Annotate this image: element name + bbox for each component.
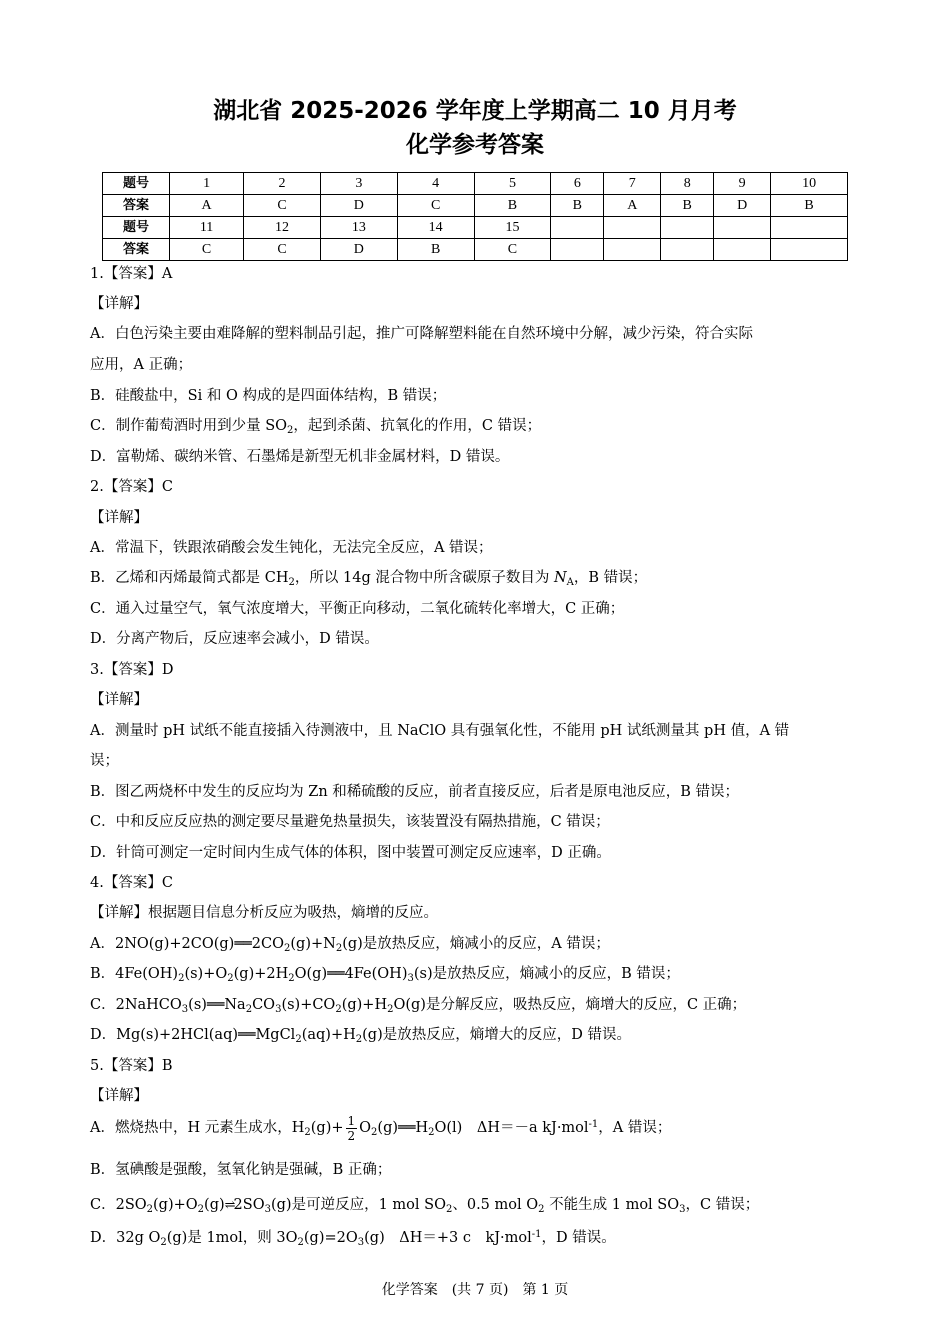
answer-cell	[551, 239, 604, 261]
q3-detail-label: 【详解】	[90, 692, 148, 708]
q3-option-d: D．针筒可测定一定时间内生成气体的体积，图中装置可测定反应速率，D 正确。	[90, 845, 611, 861]
q5-answer-head: 5.【答案】B	[90, 1058, 173, 1074]
answer-cell: D	[714, 195, 771, 217]
question-number-cell	[551, 217, 604, 239]
answer-cell: A	[604, 195, 661, 217]
q5-option-c: C．$2SO_2(g)+O_2(g)\rightleftharpoons 2SO_3(g)$是可逆反应，1 mol $SO_2$、0.5 mol $O_2$ 不能生成 1 mol $SO_3$，C 错误；	[90, 1197, 760, 1215]
answer-cell	[771, 239, 848, 261]
q4-option-a: A．$2NO(g)+2CO(g)══2CO_2(g)+N_2(g)$是放热反应，熵减小的反应，A 错误；	[90, 936, 610, 954]
fraction: $\frac{1}{2}$	[347, 1113, 356, 1143]
answer-cell: D	[320, 239, 397, 261]
question-number-cell: 7	[604, 173, 661, 195]
question-number-cell: 13	[320, 217, 397, 239]
page-footer: 化学答案 (共 7 页) 第 1 页	[381, 1282, 569, 1298]
q1-option-c: C．制作葡萄酒时用到少量 $SO_2$，起到杀菌、抗氧化的作用，C 错误；	[90, 418, 542, 436]
q2-option-b: B．乙烯和丙烯最简式都是 $CH_2$，所以 14g 混合物中所含碳原子数目为 $N_A$，B 错误；	[90, 570, 648, 588]
question-number-label: 题号	[103, 173, 170, 195]
question-number-cell: 5	[474, 173, 551, 195]
q2-answer-head: 2.【答案】C	[90, 479, 173, 495]
answer-cell: C	[170, 239, 244, 261]
question-number-row	[103, 173, 848, 195]
q5-option-a: A．燃烧热中，H 元素生成水，$H_2(g)+$ $\frac{1}{2}$ $O_2(g)══H_2O(l)$ ΔH＝－a kJ·mol$^{-1}$，A 错误；	[90, 1113, 672, 1143]
answer-cell: C	[244, 195, 321, 217]
question-number-cell: 1	[170, 173, 244, 195]
question-number-cell: 11	[170, 217, 244, 239]
q5-option-b: B．氢碘酸是强酸，氢氧化钠是强碱，B 正确；	[90, 1162, 392, 1178]
q4-option-b: B．$4Fe(OH)_2(s)+O_2(g)+2H_2O(g)══4Fe(OH)_3(s)$是放热反应，熵减小的反应，B 错误；	[90, 966, 680, 984]
question-number-cell: 3	[320, 173, 397, 195]
question-number-cell: 2	[244, 173, 321, 195]
question-number-cell	[714, 217, 771, 239]
q5-option-d: D．32g $O_2(g)$是 1mol，则 $3O_2(g)=2O_3(g)$ ΔH＝+3 c kJ·mol$^{-1}$，D 错误。	[90, 1229, 616, 1248]
answer-table	[102, 172, 848, 261]
q1-option-d: D．富勒烯、碳纳米管、石墨烯是新型无机非金属材料，D 错误。	[90, 449, 510, 465]
answer-row	[103, 195, 848, 217]
question-number-cell: 15	[474, 217, 551, 239]
q1-option-a-cont: 应用，A 正确；	[90, 357, 193, 373]
question-number-cell: 6	[551, 173, 604, 195]
answer-cell: B	[771, 195, 848, 217]
q2-detail-label: 【详解】	[90, 510, 148, 526]
answer-label: 答案	[103, 239, 170, 261]
answer-cell: C	[397, 195, 474, 217]
q2-option-c: C．通入过量空气，氧气浓度增大，平衡正向移动，二氧化硫转化率增大，C 正确；	[90, 601, 625, 617]
question-number-row	[103, 217, 848, 239]
q1-option-a: A．白色污染主要由难降解的塑料制品引起，推广可降解塑料能在自然环境中分解，减少污染，符合实际	[90, 326, 753, 342]
answer-cell: A	[170, 195, 244, 217]
question-number-cell: 10	[771, 173, 848, 195]
answer-cell: C	[474, 239, 551, 261]
answer-cell	[604, 239, 661, 261]
answer-cell: D	[320, 195, 397, 217]
answer-cell: B	[397, 239, 474, 261]
question-number-label: 题号	[103, 217, 170, 239]
q3-option-a-cont: 误；	[90, 753, 119, 769]
q3-answer-head: 3.【答案】D	[90, 662, 174, 678]
q1-detail-label: 【详解】	[90, 296, 148, 312]
answer-cell: B	[551, 195, 604, 217]
q2-option-a: A．常温下，铁跟浓硝酸会发生钝化，无法完全反应，A 错误；	[90, 540, 493, 556]
question-number-cell: 4	[397, 173, 474, 195]
q1-answer-head: 1.【答案】A	[90, 266, 173, 282]
q2-option-d: D．分离产物后，反应速率会减小，D 错误。	[90, 631, 379, 647]
answer-cell	[714, 239, 771, 261]
q3-option-b: B．图乙两烧杯中发生的反应均为 Zn 和稀硫酸的反应，前者直接反应，后者是原电池反应，B 错误；	[90, 784, 740, 800]
question-number-cell: 8	[661, 173, 714, 195]
question-number-cell	[604, 217, 661, 239]
reversible-arrow: ⇌	[224, 1198, 234, 1213]
question-number-cell	[771, 217, 848, 239]
q5-detail-label: 【详解】	[90, 1088, 148, 1104]
answer-cell: B	[474, 195, 551, 217]
question-number-cell: 12	[244, 217, 321, 239]
answer-label: 答案	[103, 195, 170, 217]
answer-cell	[661, 239, 714, 261]
page-title: 湖北省 2025-2026 学年度上学期高二 10 月月考	[213, 98, 737, 124]
q4-answer-head: 4.【答案】C	[90, 875, 173, 891]
question-number-cell: 9	[714, 173, 771, 195]
question-number-cell: 14	[397, 217, 474, 239]
q4-option-d: D．$Mg(s)+2HCl(aq)══MgCl_2(aq)+H_2(g)$是放热反应，熵增大的反应，D 错误。	[90, 1027, 631, 1045]
answer-row	[103, 239, 848, 261]
question-number-cell	[661, 217, 714, 239]
q4-detail-label: 【详解】根据题目信息分析反应为吸热，熵增的反应。	[90, 905, 438, 921]
q4-option-c: C．$2NaHCO_3(s)══Na_2CO_3(s)+CO_2(g)+H_2O(g)$是分解反应，吸热反应，熵增大的反应，C 正确；	[90, 997, 747, 1015]
page-subtitle: 化学参考答案	[406, 132, 544, 158]
q1-option-b: B．硅酸盐中，Si 和 O 构成的是四面体结构，B 错误；	[90, 388, 447, 404]
answer-cell: C	[244, 239, 321, 261]
q3-option-a: A．测量时 pH 试纸不能直接插入待测液中，且 NaClO 具有强氧化性，不能用 pH 试纸测量其 pH 值，A 错	[90, 723, 790, 739]
q3-option-c: C．中和反应反应热的测定要尽量避免热量损失，该装置没有隔热措施，C 错误；	[90, 814, 610, 830]
answer-cell: B	[661, 195, 714, 217]
